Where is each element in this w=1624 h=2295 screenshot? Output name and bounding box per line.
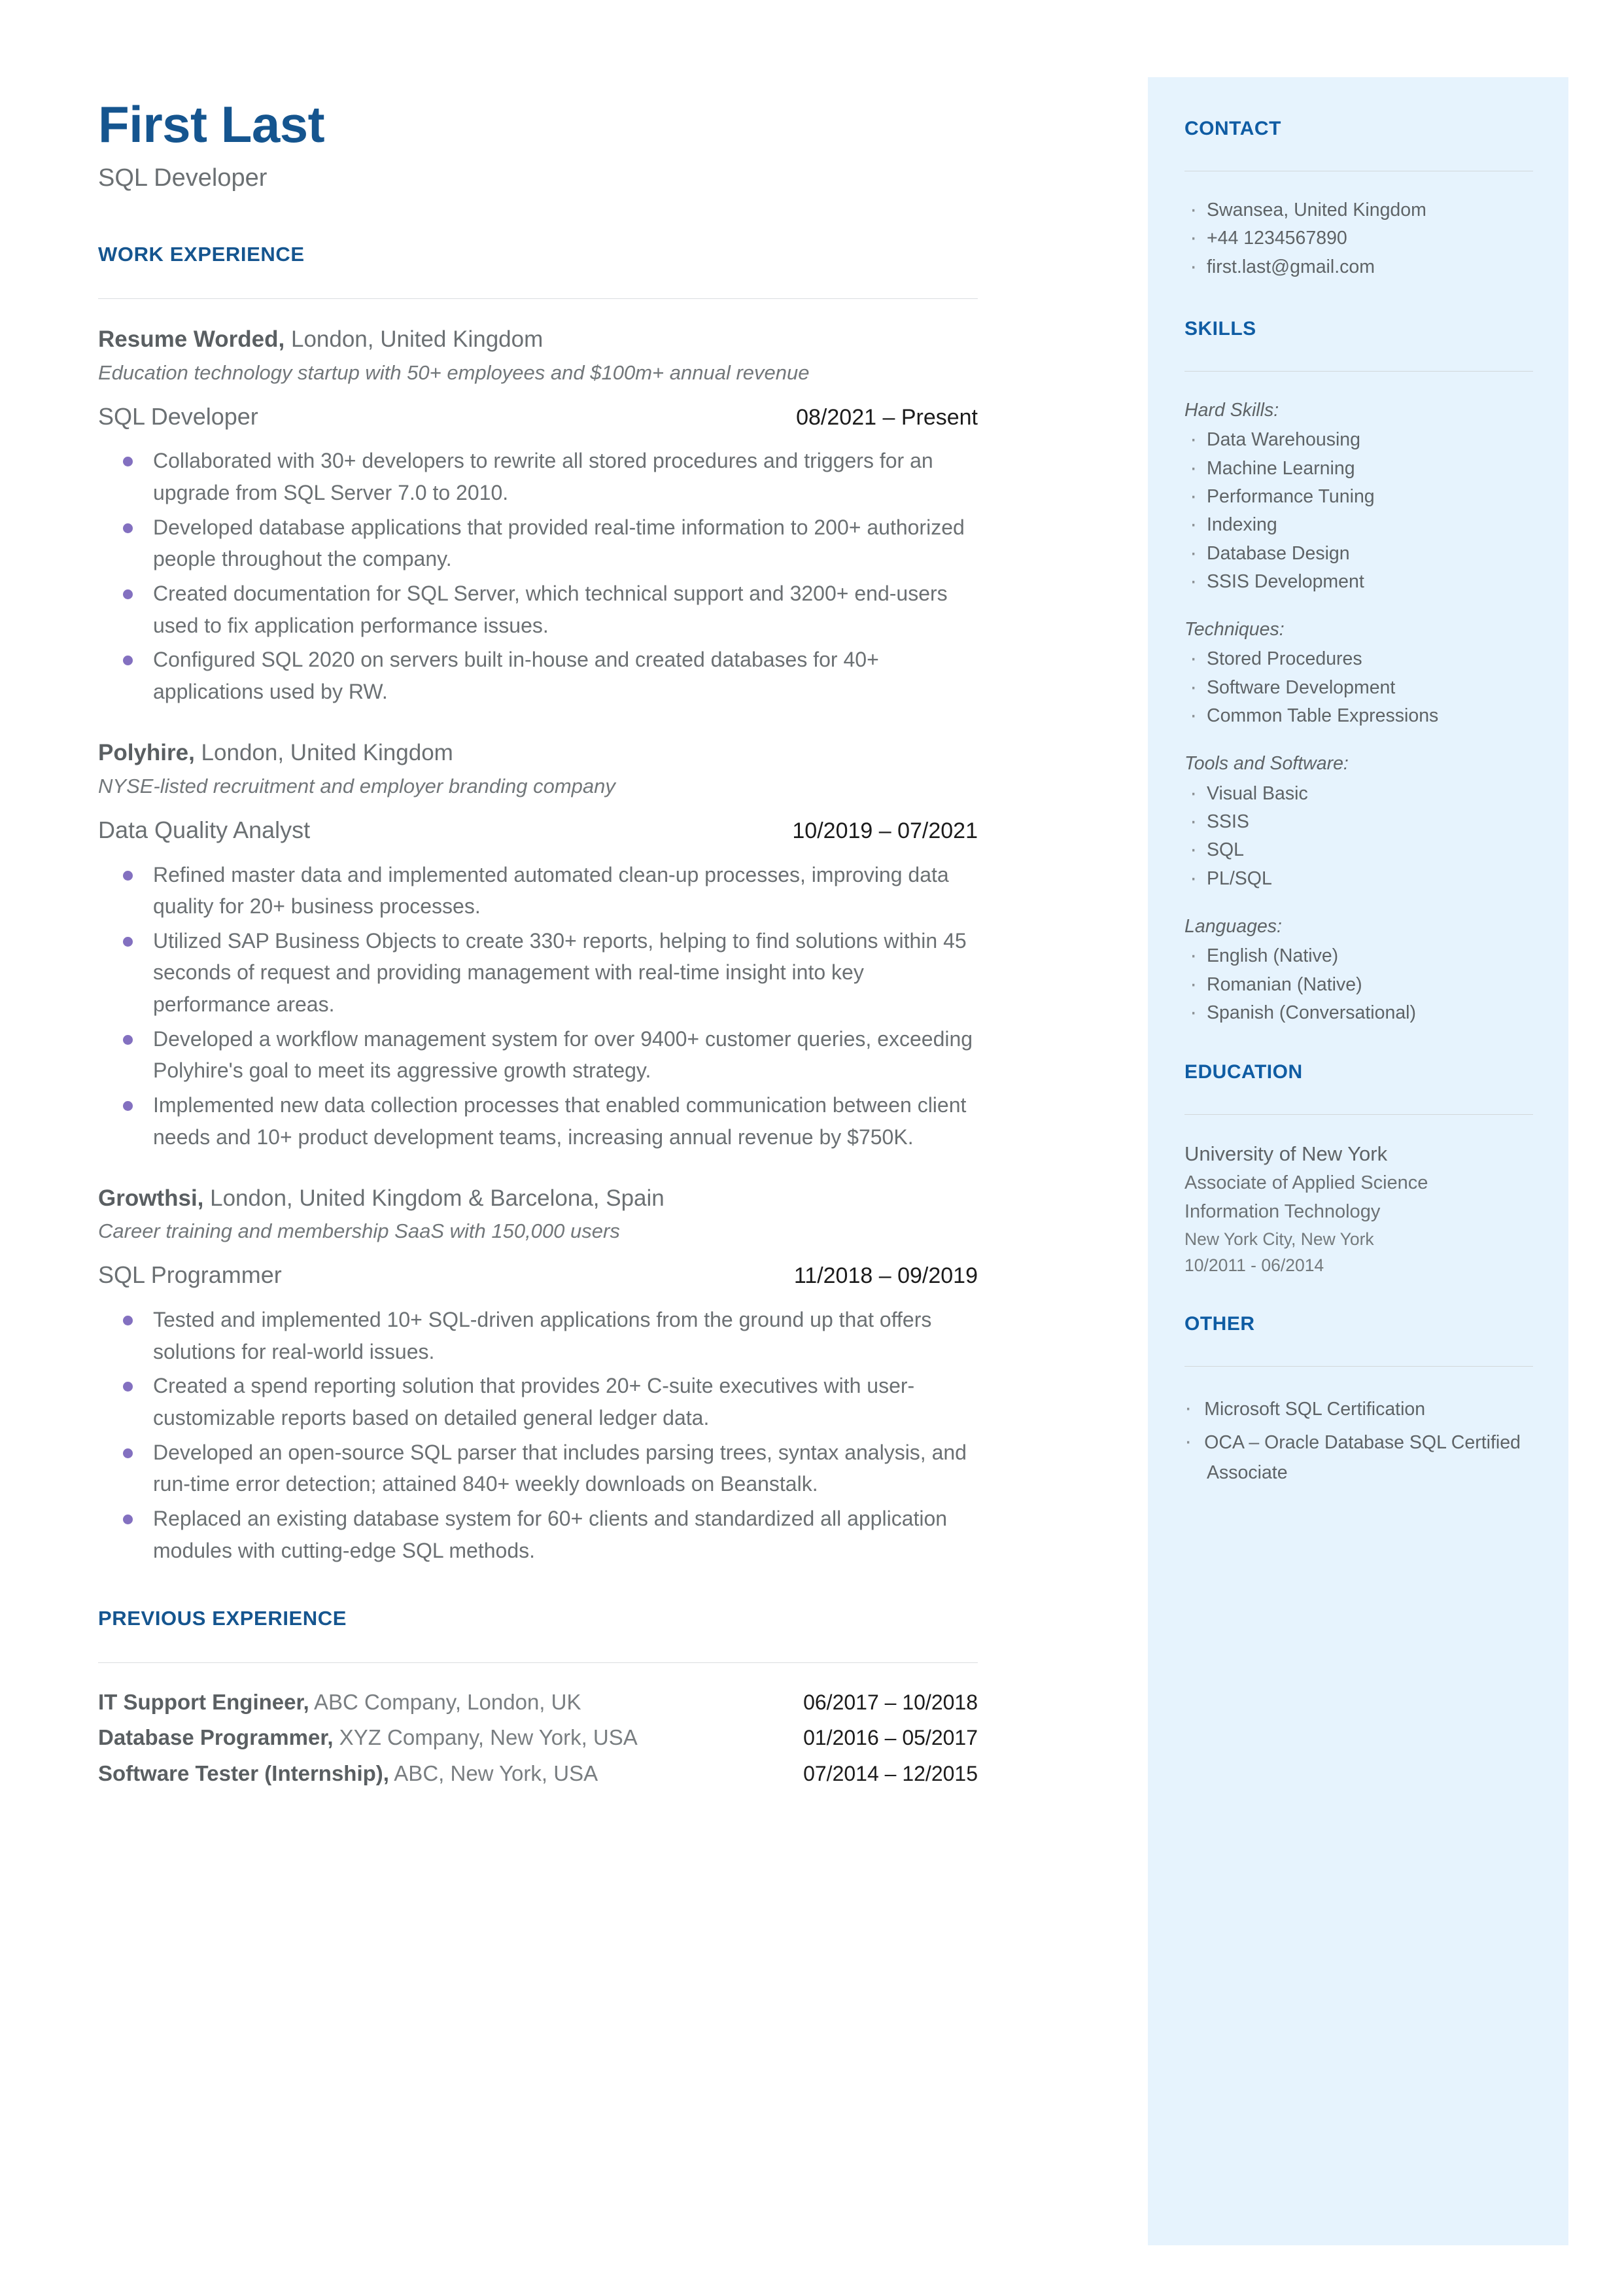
job-bullet-list	[98, 1304, 978, 1566]
job-dates: 10/2019 – 07/2021	[792, 818, 978, 843]
education-degree: Associate of Applied Science	[1184, 1172, 1428, 1194]
list-item: Implemented new data collection processes that enabled communication between client needs and 10+ product development teams, increasing annual revenue by $750K.	[98, 1089, 978, 1153]
job-entry	[98, 737, 978, 1153]
education-divider	[1184, 1114, 1533, 1115]
previous-role-title: Database Programmer,	[98, 1725, 334, 1750]
skill-group-list	[1184, 942, 1537, 1027]
skill-group-label: Techniques:	[1184, 619, 1285, 640]
previous-experience-heading: PREVIOUS EXPERIENCE	[98, 1607, 347, 1630]
job-company-line	[98, 1183, 978, 1214]
list-item: Configured SQL 2020 on servers built in-house and created databases for 40+ applications used by RW.	[98, 644, 978, 707]
previous-role-dates: 07/2014 – 12/2015	[803, 1761, 978, 1785]
previous-role-title: IT Support Engineer,	[98, 1690, 309, 1715]
education-field: Information Technology	[1184, 1200, 1381, 1222]
job-bullet-list	[98, 859, 978, 1153]
list-item: Developed a workflow management system for over 9400+ customer queries, exceeding Polyhire's goal to meet its aggressive growth strategy.	[98, 1023, 978, 1087]
previous-role-detail: XYZ Company, New York, USA	[333, 1725, 638, 1750]
list-item: Replaced an existing database system for 60+ clients and standardized all application modules with cutting-edge SQL methods.	[98, 1503, 978, 1566]
job-entry	[98, 1183, 978, 1566]
job-dates: 08/2021 – Present	[796, 404, 978, 430]
bullet-icon: ·	[1184, 1395, 1192, 1420]
list-item-label: OCA – Oracle Database SQL Certified Associate	[1204, 1432, 1521, 1483]
list-item: · Database Design	[1184, 540, 1537, 568]
previous-role-title: Software Tester (Internship),	[98, 1761, 389, 1785]
contact-section-heading: CONTACT	[1184, 118, 1281, 139]
main-column	[98, 98, 978, 1795]
list-item: Developed database applications that provided real-time information to 200+ authorized people throughout the company.	[98, 512, 978, 575]
list-item: Tested and implemented 10+ SQL-driven applications from the ground up that offers solutions for real-world issues.	[98, 1304, 978, 1367]
job-company-location: London, United Kingdom	[285, 326, 544, 353]
skill-group-list	[1184, 780, 1537, 893]
other-list-container	[1184, 1392, 1537, 1488]
job-title-row	[98, 402, 978, 432]
job-dates: 11/2018 – 09/2019	[793, 1263, 978, 1289]
list-item: · Common Table Expressions	[1184, 702, 1537, 730]
list-item: · Indexing	[1184, 511, 1537, 539]
page-title: First Last	[98, 96, 325, 153]
education-location: New York City, New York	[1184, 1229, 1374, 1250]
job-entry	[98, 324, 978, 707]
previous-role-label	[98, 1688, 581, 1717]
job-company-name: Resume Worded,	[98, 326, 285, 353]
list-item: · Performance Tuning	[1184, 483, 1537, 511]
sidebar-panel	[1148, 77, 1568, 2245]
list-item-label: Microsoft SQL Certification	[1204, 1398, 1426, 1420]
list-item: · Visual Basic	[1184, 780, 1537, 808]
list-item: · SSIS	[1184, 808, 1537, 836]
skill-group-languages	[1184, 913, 1537, 1027]
list-item: Collaborated with 30+ developers to rewrite all stored procedures and triggers for an upgrade from SQL Server 7.0 to 2010.	[98, 445, 978, 508]
list-item: · Machine Learning	[1184, 455, 1537, 483]
bullet-icon: ·	[1184, 1429, 1192, 1454]
job-company-description: Education technology startup with 50+ employees and $100m+ annual revenue	[98, 360, 810, 384]
education-section-heading: EDUCATION	[1184, 1061, 1303, 1083]
job-bullet-list	[98, 445, 978, 707]
contact-list-container	[1184, 196, 1537, 281]
previous-role-label	[98, 1723, 638, 1752]
previous-role-dates: 06/2017 – 10/2018	[803, 1691, 978, 1715]
job-company-line	[98, 737, 978, 769]
skills-divider	[1184, 371, 1533, 372]
education-entry	[1184, 1140, 1537, 1278]
skill-group-techniques	[1184, 616, 1537, 730]
list-item: · SQL	[1184, 836, 1537, 864]
list-item: · English (Native)	[1184, 942, 1537, 970]
previous-role-dates: 01/2016 – 05/2017	[803, 1726, 978, 1750]
skills-groups-container	[1184, 396, 1537, 1027]
job-company-name: Growthsi,	[98, 1185, 204, 1212]
list-item: · Stored Procedures	[1184, 645, 1537, 673]
job-company-description: Career training and membership SaaS with 150,000 users	[98, 1219, 620, 1243]
other-section-heading: OTHER	[1184, 1312, 1255, 1335]
job-company-line	[98, 324, 978, 355]
list-item: · +44 1234567890	[1184, 224, 1537, 253]
job-title-row	[98, 815, 978, 846]
table-row	[98, 1759, 978, 1788]
previous-role-label	[98, 1759, 598, 1788]
skill-group-label: Tools and Software:	[1184, 753, 1349, 775]
list-item: Created documentation for SQL Server, which technical support and 3200+ end-users used to fix application performance issues.	[98, 578, 978, 641]
list-item: Created a spend reporting solution that provides 20+ C-suite executives with user-customizable reports based on detailed general ledger data.	[98, 1370, 978, 1433]
previous-role-detail: ABC Company, London, UK	[309, 1690, 581, 1715]
education-dates: 10/2011 - 06/2014	[1184, 1255, 1324, 1276]
skills-section-heading: SKILLS	[1184, 317, 1256, 340]
previous-role-detail: ABC, New York, USA	[389, 1761, 598, 1785]
table-row	[98, 1688, 978, 1717]
job-title-row	[98, 1260, 978, 1291]
previous-experience-divider	[98, 1662, 978, 1663]
skill-group-label: Hard Skills:	[1184, 399, 1279, 421]
list-item: · Swansea, United Kingdom	[1184, 196, 1537, 224]
other-divider	[1184, 1366, 1533, 1367]
list-item	[1184, 1425, 1537, 1487]
job-title: SQL Developer	[98, 402, 258, 430]
list-item: · Romanian (Native)	[1184, 971, 1537, 999]
job-title: Data Quality Analyst	[98, 816, 311, 843]
list-item: · Data Warehousing	[1184, 426, 1537, 454]
job-company-name: Polyhire,	[98, 740, 195, 766]
list-item: Developed an open-source SQL parser that includes parsing trees, syntax analysis, and run-time error detection; attained 840+ weekly downloads on Beanstalk.	[98, 1437, 978, 1500]
job-company-location: London, United Kingdom & Barcelona, Spain	[203, 1185, 665, 1212]
list-item: Refined master data and implemented automated clean-up processes, improving data quality for 20+ business processes.	[98, 859, 978, 922]
contact-list	[1184, 196, 1537, 281]
education-school: University of New York	[1184, 1142, 1388, 1166]
header-role: SQL Developer	[98, 164, 268, 192]
job-title: SQL Programmer	[98, 1261, 282, 1289]
job-company-description: NYSE-listed recruitment and employer branding company	[98, 774, 615, 797]
list-item: · Spanish (Conversational)	[1184, 999, 1537, 1027]
previous-experience-list	[98, 1688, 978, 1788]
skill-group-list	[1184, 645, 1537, 730]
list-item: · PL/SQL	[1184, 865, 1537, 893]
list-item: · first.last@gmail.com	[1184, 253, 1537, 281]
job-company-location: London, United Kingdom	[194, 740, 453, 766]
list-item: · Software Development	[1184, 674, 1537, 702]
skill-group-hard-skills	[1184, 396, 1537, 596]
work-experience-divider	[98, 298, 978, 299]
work-experience-heading: WORK EXPERIENCE	[98, 243, 305, 266]
skill-group-tools-and-software	[1184, 750, 1537, 893]
list-item: Utilized SAP Business Objects to create 330+ reports, helping to find solutions within 45 seconds of request and providing management with real-time insight into key performance areas.	[98, 925, 978, 1021]
skill-group-list	[1184, 426, 1537, 596]
table-row	[98, 1723, 978, 1752]
list-item: · SSIS Development	[1184, 568, 1537, 596]
list-item	[1184, 1392, 1537, 1426]
skill-group-label: Languages:	[1184, 915, 1282, 937]
other-list	[1184, 1392, 1537, 1488]
